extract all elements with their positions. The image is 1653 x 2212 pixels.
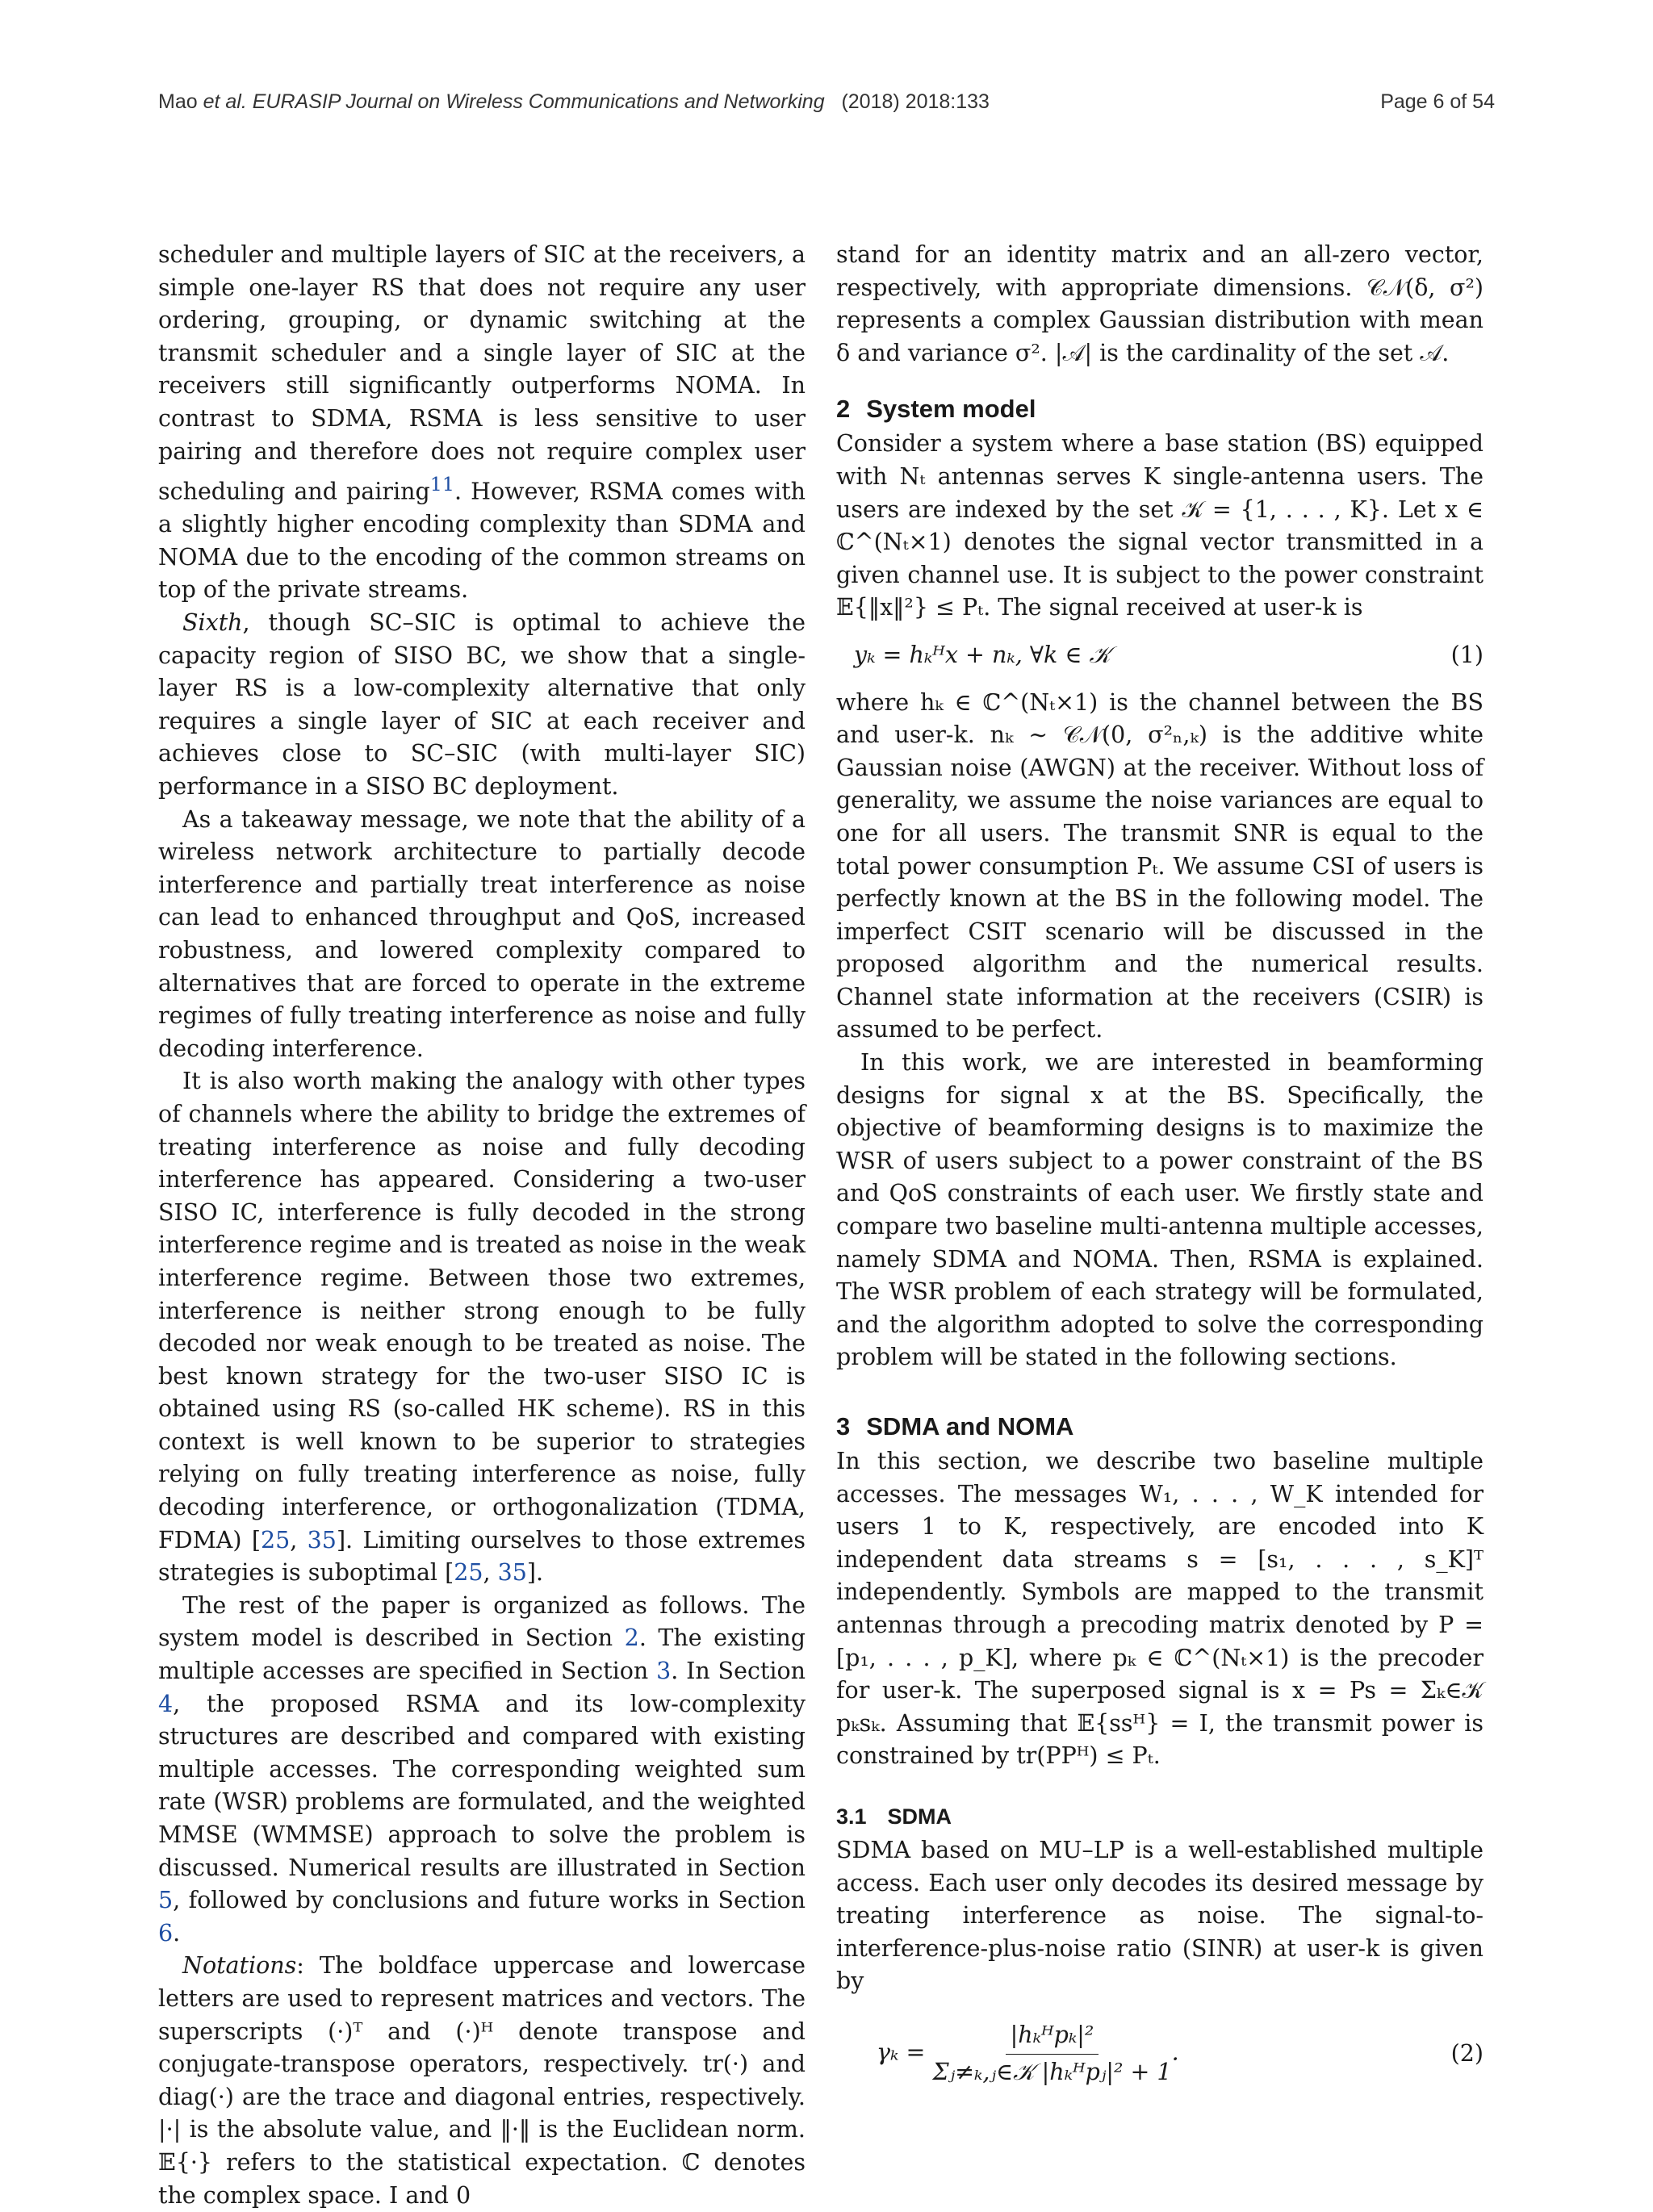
equation-label: (2) <box>1450 2039 1484 2067</box>
citation-link[interactable]: 25 <box>454 1559 483 1587</box>
section-link[interactable]: 2 <box>624 1625 639 1652</box>
right-column <box>836 239 1484 2103</box>
section-heading: 3 SDMA and NOMA <box>836 1412 1074 1441</box>
left-column <box>158 239 806 2212</box>
equation-1 <box>836 639 1484 672</box>
paragraph: where hₖ ∈ ℂ^(Nₜ×1) is the channel between the BS and user-k. nₖ ∼ 𝒞𝒩(0, σ²ₙ,ₖ) is the additive white Gaussian noise (AWGN) at the receiver. Without loss of generality, we assume the noise variances are equal to one for all users. The transmit SNR is equal to the total power consumption Pₜ. We assume CSI of users is perfectly known at the BS in the following model. The imperfect CSIT scenario will be discussed in the proposed algorithm and the numerical results. Channel state information at the receivers (CSIR) is assumed to be perfect. <box>836 688 1484 1043</box>
paragraph: stand for an identity matrix and an all-zero vector, respectively, with appropriate dimensions. 𝒞𝒩(δ, σ²) represents a complex Gaussian distribution with mean δ and variance σ². |𝒜| is the cardinality of the set 𝒜. <box>836 241 1484 366</box>
equation-label: (1) <box>1450 641 1484 668</box>
paragraph: SDMA based on MU–LP is a well-established multiple access. Each user only decodes its desired message by treating interference as noise. The signal-to-interference-plus-noise ratio (SINR) at user-k is given by <box>836 1836 1484 1995</box>
paragraph: scheduler and multiple layers of SIC at the receivers, a simple one-layer RS that does not require any user ordering, grouping, or dynamic switching at the transmit scheduler and a single layer of SIC at the receivers still significantly outperforms NOMA. In contrast to SDMA, RSMA is less sensitive to user pairing and therefore does not require complex user scheduling and pairing$^{11}$. However, RSMA comes with a slightly higher encoding complexity than SDMA and NOMA due to the encoding of the common streams on top of the private streams. <box>158 241 806 604</box>
citation-link[interactable]: 25 <box>260 1526 291 1553</box>
equation-body: yₖ = hₖᴴx + nₖ, ∀k ∈ 𝒦 <box>854 641 1111 668</box>
citation-link[interactable]: 35 <box>307 1526 337 1553</box>
running-head <box>158 90 1495 114</box>
section-link[interactable]: 4 <box>158 1690 174 1717</box>
section-heading: 2 System model <box>836 395 1036 424</box>
section-link[interactable]: 5 <box>158 1887 174 1914</box>
equation-2 <box>836 2019 1484 2089</box>
page-number: Page 6 of 54 <box>1380 90 1495 113</box>
paragraph: As a takeaway message, we note that the ability of a wireless network architecture to partially decode interference and partially treat interference as noise can lead to enhanced throughput and QoS, increased robustness, and lowered complexity compared to alternatives that are forced to operate in the extreme regimes of fully treating interference as noise and fully decoding interference. <box>158 805 806 1062</box>
subsection-heading: 3.1 SDMA <box>836 1804 952 1829</box>
fraction: $\frac{\text{|hₖᴴpₖ|²}}{\text{Σⱼ≠ₖ,ⱼ∈𝒦 |hₖᴴpⱼ|² + 1}}$ <box>932 2019 1171 2089</box>
paragraph: Sixth, though SC–SIC is optimal to achieve the capacity region of SISO BC, we show that a single-layer RS is a low-complexity alternative that only requires a single layer of SIC at each receiver and achieves close to SC–SIC (with multi-layer SIC) performance in a SISO BC deployment. <box>158 609 806 800</box>
equation-body: γₖ = $\frac{\text{|hₖᴴpₖ|²}}{\text{Σⱼ≠ₖ,ⱼ∈𝒦 |hₖᴴpⱼ|² + 1}}$ . <box>836 2019 1179 2089</box>
section-link[interactable]: 6 <box>158 1919 174 1946</box>
year-volume: (2018) 2018:133 <box>841 90 990 113</box>
citation-link[interactable]: 35 <box>497 1559 527 1587</box>
section-link[interactable]: 3 <box>656 1658 672 1685</box>
paragraph: In this work, we are interested in beamforming designs for signal x at the BS. Specifically, the objective of beamforming designs is to maximize the WSR of users subject to a power constraint of the BS and QoS constraints of each user. We firstly state and compare two baseline multi-antenna multiple accesses, namely SDMA and NOMA. Then, RSMA is explained. The WSR problem of each strategy will be formulated, and the algorithm adopted to solve the corresponding problem will be stated in the following sections. <box>836 1049 1484 1371</box>
journal-citation: Mao et al. EURASIP Journal on Wireless Communications and Networking (2018) 2018:133 <box>158 90 990 113</box>
footnote-marker[interactable]: 11 <box>429 473 454 496</box>
paragraph: In this section, we describe two baseline multiple accesses. The messages W₁, . . . , W_K intended for users 1 to K, respectively, are encoded into K independent data streams s = [s₁, . . . , s_K]ᵀ independently. Symbols are mapped to the transmit antennas through a precoding matrix denoted by P = [p₁, . . . , p_K], where pₖ ∈ ℂ^(Nₜ×1) is the precoder for user-k. The superposed signal is x = Ps = Σₖ∈𝒦 pₖsₖ. Assuming that 𝔼{ssᴴ} = I, the transmit power is constrained by tr(PPᴴ) ≤ Pₜ. <box>836 1448 1484 1770</box>
paragraph: The rest of the paper is organized as follows. The system model is described in Section 2. The existing multiple accesses are specified in Section 3. In Section 4, the proposed RSMA and its low-complexity structures are described and compared with existing multiple accesses. The corresponding weighted sum rate (WSR) problems are formulated, and the weighted MMSE (WMMSE) approach to solve the problem is discussed. Numerical results are illustrated in Section 5, followed by conclusions and future works in Section 6. <box>158 1591 806 1946</box>
paragraph: Consider a system where a base station (BS) equipped with Nₜ antennas serves K single-antenna users. The users are indexed by the set 𝒦 = {1, . . . , K}. Let x ∈ ℂ^(Nₜ×1) denotes the signal vector transmitted in a given channel use. It is subject to the power constraint 𝔼{‖x‖²} ≤ Pₜ. The signal received at user-k is <box>836 430 1484 621</box>
paragraph: Notations: The boldface uppercase and lowercase letters are used to represent matrices and vectors. The superscripts (·)ᵀ and (·)ᴴ denote transpose and conjugate-transpose operators, respectively. tr(·) and diag(·) are the trace and diagonal entries, respectively. |·| is the absolute value, and ‖·‖ is the Euclidean norm. 𝔼{·} refers to the statistical expectation. ℂ denotes the complex space. I and 0 <box>158 1952 806 2209</box>
paragraph: It is also worth making the analogy with other types of channels where the ability to bridge the extremes of treating interference as noise and fully decoding interference has appeared. Considering a two-user SISO IC, interference is fully decoded in the strong interference regime and is treated as noise in the weak interference regime. Between those two extremes, interference is neither strong enough to be fully decoded nor weak enough to be treated as noise. The best known strategy for the two-user SISO IC is obtained using RS (so-called HK scheme). RS in this context is well known to be superior to strategies relying on fully treating interference as noise, fully decoding interference, or orthogonalization (TDMA, FDMA) [25, 35]. Limiting ourselves to those extremes strategies is suboptimal [25, 35]. <box>158 1068 806 1587</box>
